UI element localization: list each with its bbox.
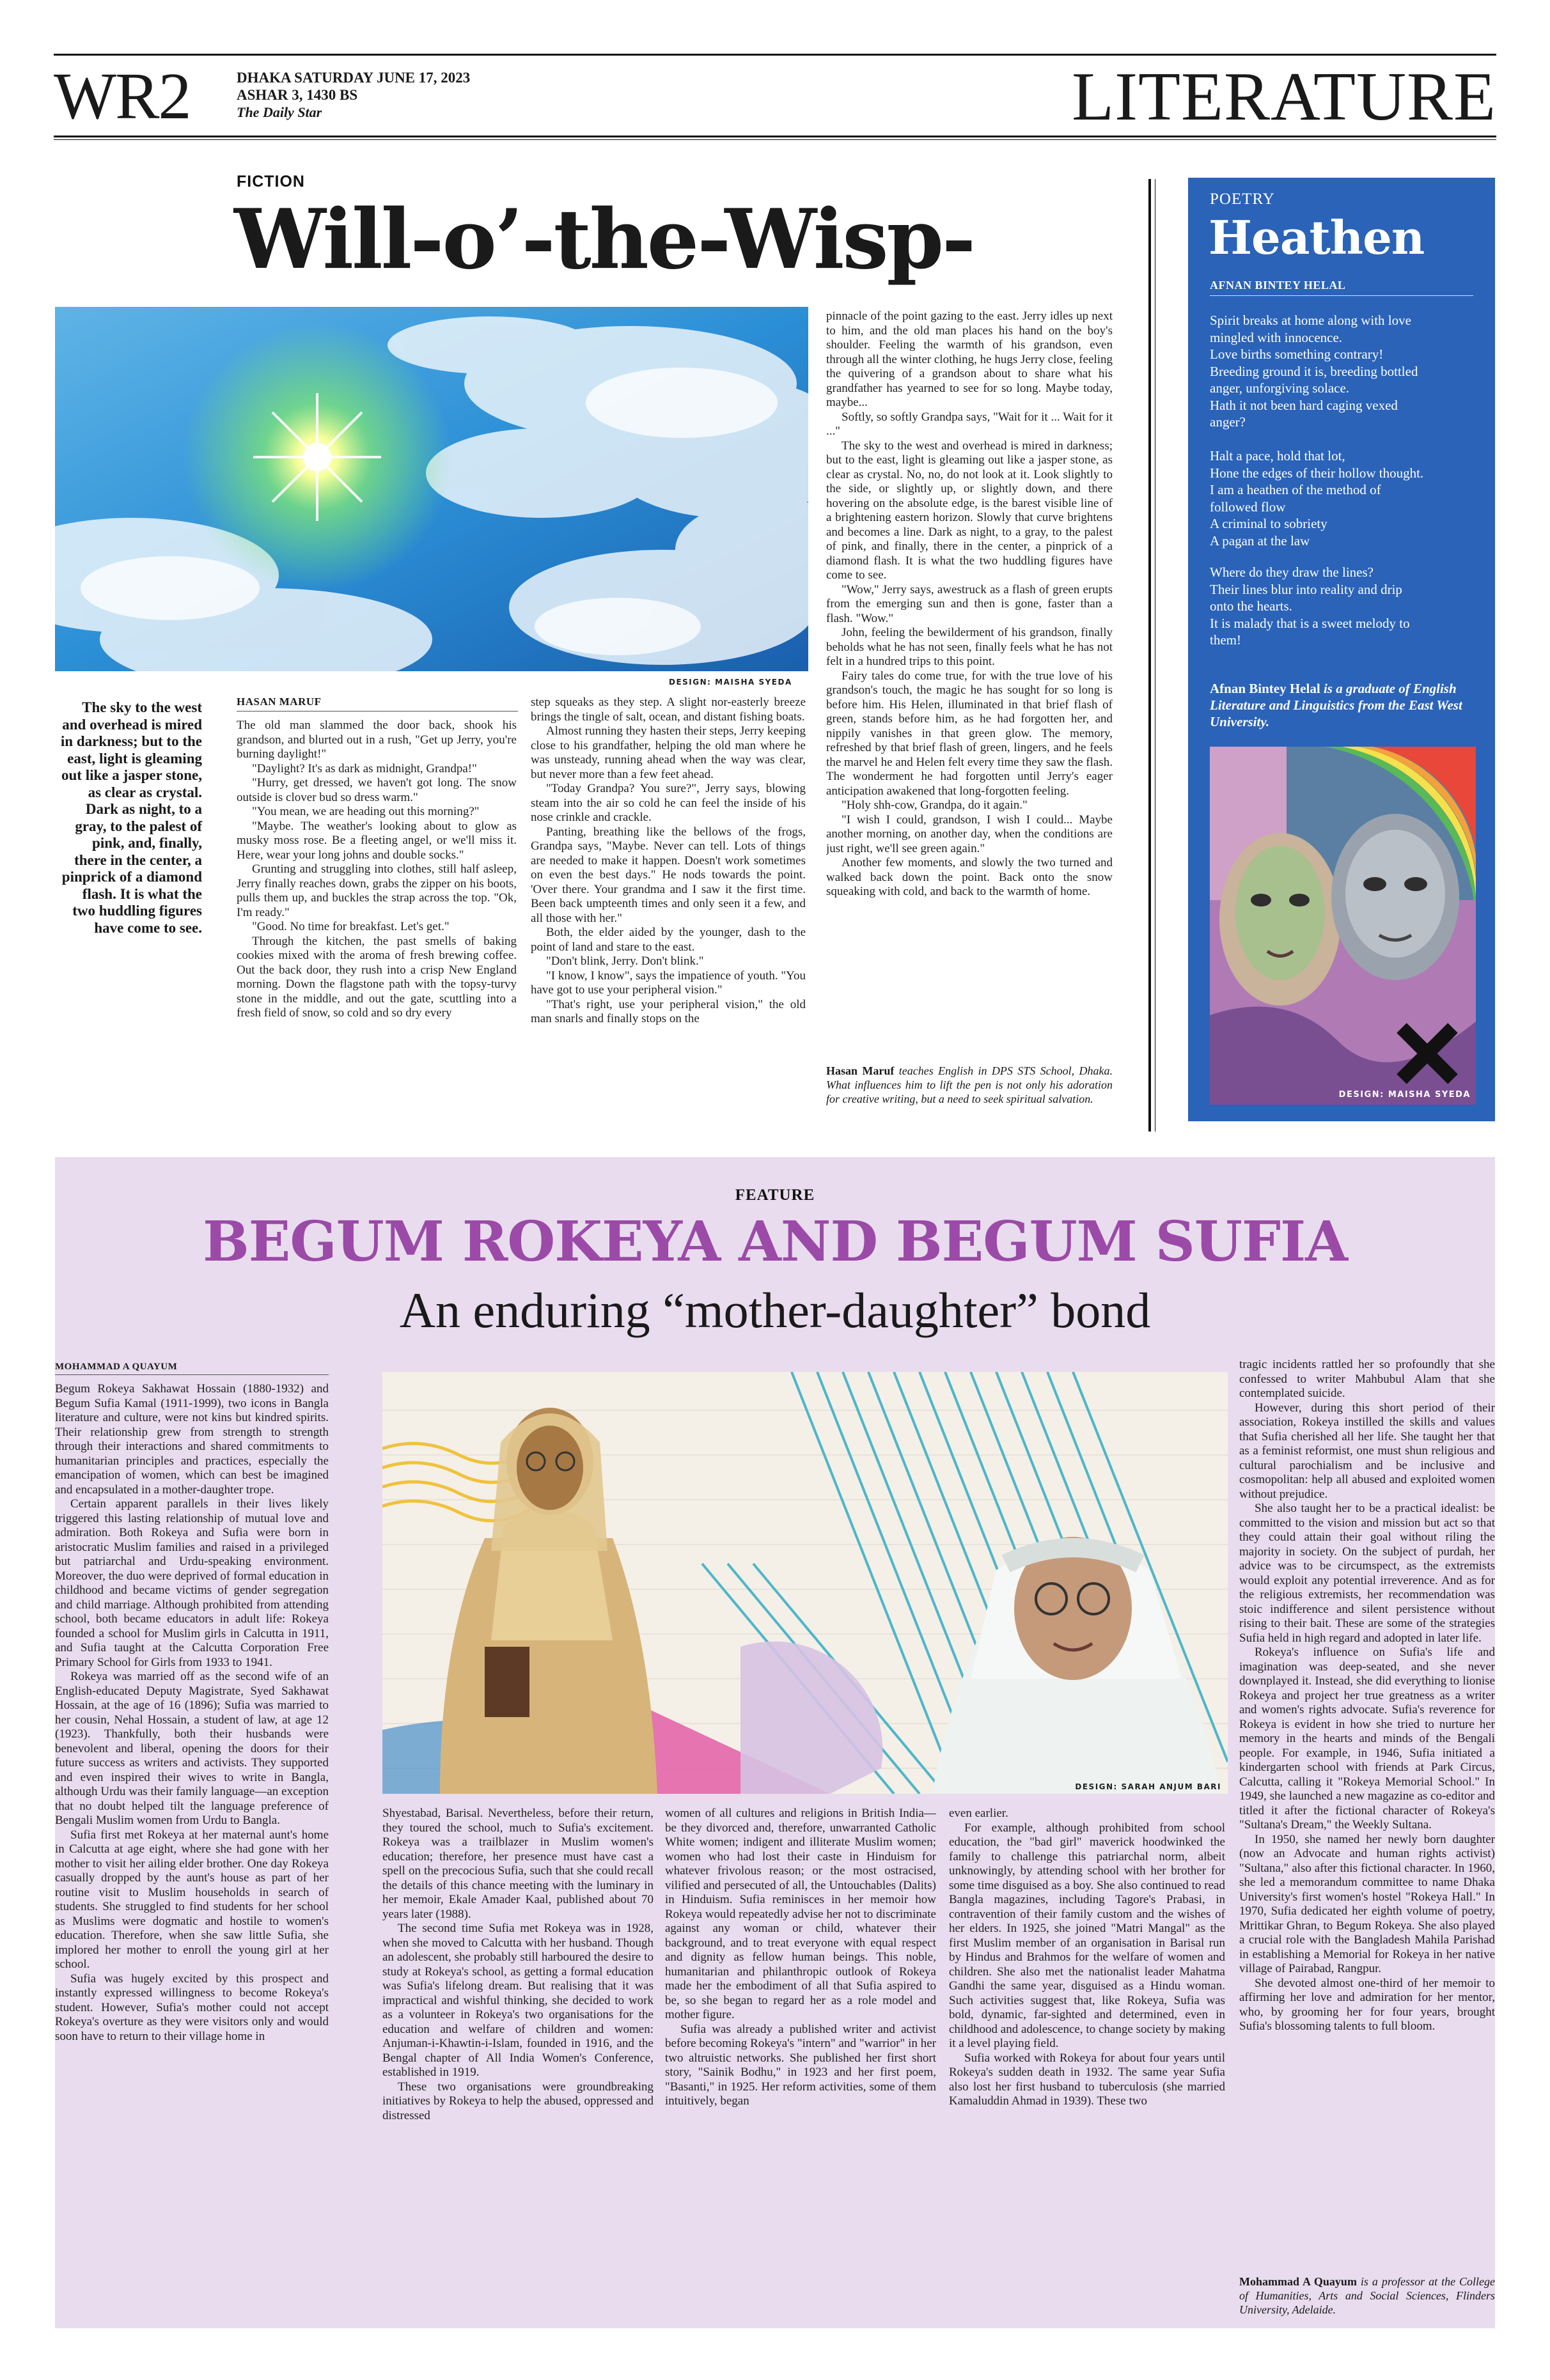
paper-name: The Daily Star xyxy=(237,104,322,120)
bangla-date: ASHAR 3, 1430 BS xyxy=(237,87,358,103)
paragraph: John, feeling the bewilderment of his grandson, finally beholds what he has not seen, finally feels what he has not felt in a hundred trips to this point. xyxy=(826,626,1113,668)
paragraph: "Daylight? It's as dark as midnight, Grandpa!" xyxy=(252,761,477,775)
feature-column-4 xyxy=(949,1807,1225,2321)
paragraph: "You mean, we are heading out this morning?" xyxy=(252,805,480,818)
fiction-column-1 xyxy=(237,719,517,1128)
paragraph: Sufia worked with Rokeya for about four years until Rokeya's sudden death in 1932. The same year Sufia also lost her first husband to tuberculosis (she married Kamaluddin Ahmad in 1939). These two xyxy=(949,2051,1225,2108)
fiction-column-2 xyxy=(531,696,806,1128)
paragraph: The second time Sufia met Rokeya was in 1928, when she moved to Calcutta with her husband. Though an adolescent, she probably still harboured the desire to study at Rokeya's school, as getting a formal education was Sufia's lifelong dream. But realising that it was impractical and wishful thinking, she decided to work as a volunteer in Rokeya's two organisations for the education and welfare of children and women: Anjuman-i-Khawtin-i-Islam, founded in 1916, and the Bengal chapter of All India Women's Conference, established in 1919. xyxy=(382,1922,654,2079)
paragraph: Fairy tales do come true, for with the true love of his grandson's touch, the magic he has sought for so long is before him. His Helen, illuminated in that brief flash of green, stands before him, as he had forgotten her, and nippily vanishes in that green glow. The memory, refreshed by that brief flash of green, lingers, and he feels the marvel he and Helen felt every time they saw the flash. The wonderment he had forgotten until Jerry's eager anticipation awakened that long-forgotten feeling. xyxy=(826,669,1113,798)
paragraph: Rokeya was married off as the second wife of an English-educated Deputy Magistrate, Syed Sakhawat Hossain, at the age of 16 (1896); Sufia was married to her cousin, Nehal Hossain, a student of law, at age 12 (1923). Thankfully, both their husbands were benevolent and liberal, opening the doors for their future success as writers and activists. They supported and even inspired their wives to write in Bangla, although Urdu was their family language—an exception that no doubt helped tilt the language preference of Bengali Muslim women from Urdu to Bangla. xyxy=(55,1670,329,1827)
paragraph: She devoted almost one-third of her memoir to affirming her love and admiration for her mentor, who, by grooming her for four years, brought Sufia's blossoming talents to full bloom. xyxy=(1239,1976,1495,2033)
section-title: LITERATURE xyxy=(1072,59,1496,135)
paragraph: Another few moments, and slowly the two turned and walked back down the point. Back onto the snow squeaking with cold, and back to the warmth of home. xyxy=(826,856,1113,898)
paragraph: Grunting and struggling into clothes, still half asleep, Jerry finally reaches down, grabs the zipper on his boots, pulls them up, and buckles the strap across the top. "Ok, I'm ready." xyxy=(237,862,517,919)
feature-author-bio xyxy=(1239,2275,1495,2317)
paragraph: Sufia first met Rokeya at her maternal aunt's home in Calcutta at age eight, where she had gone with her mother to visit her ailing elder brother. One day Rokeya casually dropped by the aunt's house as part of her routine visit to Muslim households in search of students. She struggled to find students for her school as Muslims were dogmatic and hostile to women's education. Therefore, when she saw little Sufia, she implored her mother to enroll the young girl at her school. xyxy=(55,1828,329,1971)
paragraph: Almost running they hasten their steps, Jerry keeping close to his grandfather, helping the old man where he was unsteady, running ahead when the way was clear, but never more than a few feet ahead. xyxy=(531,724,806,781)
paragraph: women of all cultures and religions in British India—be they divorced and, therefore, unwarranted Catholic White women; indigent and illiterate Muslim women; women who had lost their caste in Hinduism for whatever frivolous reason; or the most ostracised, vilified and persecuted of all, the Untouchables (Dalits) in Hinduism. Sufia reminisces in her memoir how Rokeya would repeatedly advise her not to discriminate against any woman or child, whatever their background, and to treat everyone with equal respect and dignity as fellow human beings. This noble, humanitarian and philanthropic outlook of Rokeya made her the embodiment of all that Sufia aspired to be, so she began to regard her as a role model and mother figure. xyxy=(665,1807,936,2021)
poetry-author: AFNAN BINTEY HELAL xyxy=(1210,279,1346,292)
paragraph: step squeaks as they step. A slight nor-easterly breeze brings the tingle of salt, ocean, and distant fishing boats. xyxy=(531,696,806,724)
poem-stanza-3: Where do they draw the lines? Their lines blur into reality and drip onto the hearts. It is malady that is a sweet melody to them! xyxy=(1210,564,1410,648)
paragraph: Sufia was already a published writer and activist before becoming Rokeya's "intern" and "warrior" in her two altruistic networks. She published her first short story, "Sainik Bodhu," in 1923 and her first poem, "Basanti," in 1925. Her reform activities, some of them intuitively, began xyxy=(665,2022,936,2108)
feature-column-2 xyxy=(382,1807,654,2321)
paragraph: "Good. No time for breakfast. Let's get." xyxy=(252,920,450,933)
fiction-kicker: FICTION xyxy=(237,173,305,191)
paragraph: "Wow," Jerry says, awestruck as a flash of green erupts from the emerging sun and then is gone, faster than a flash. "Wow." xyxy=(826,582,1113,625)
paragraph: "Today Grandpa? You sure?", Jerry says, blowing steam into the air so cold he can feel the inside of his nose crinkle and crackle. xyxy=(531,782,806,824)
fiction-author: HASAN MARUF xyxy=(237,696,322,708)
paragraph: tragic incidents rattled her so profoundly that she confessed to writer Mahbubul Alam that she contemplated suicide. xyxy=(1239,1358,1495,1400)
poetry-author-bio xyxy=(1210,680,1478,730)
pull-quote: The sky to the west and overhead is mired in darkness; but to the east, light is gleaming out like a jasper stone, as clear as crystal. Dark as night, to a gray, to the palest of pink, and, finally, there in the center, a pinprick of a diamond flash. It is what the two huddling figures have come to see. xyxy=(60,699,202,936)
paragraph: However, during this short period of their association, Rokeya instilled the skills and values that Sufia cherished all her life. She taught her that as a feminist reformist, one must shun religious and cultural parochialism and be inclusive and cosmopolitan: help all abused and exploited women without prejudice. xyxy=(1239,1401,1495,1501)
paragraph: In 1950, she named her newly born daughter (now an Advocate and human rights activist) "Sultana," also after this fictional character. In 1960, she led a memorandum committee to name Dhaka University's first women's hostel "Rokeya Hall." In 1970, Sufia dedicated her eighth volume of poetry, Mrittikar Ghran, to Begum Rokeya. She also played a crucial role with the Bangladesh Mahila Parishad in establishing a Memorial for Rokeya in her native village of Pairabad, Rangpur. xyxy=(1239,1832,1495,1975)
paragraph: The old man slammed the door back, shook his grandson, and blurted out in a rush, "Get up Jerry, you're burning daylight!" xyxy=(237,719,517,761)
feature-author: MOHAMMAD A QUAYUM xyxy=(55,1362,178,1372)
paragraph: even earlier. xyxy=(949,1807,1008,1820)
feature-kicker: FEATURE xyxy=(735,1186,815,1204)
feature-column-1 xyxy=(55,1382,329,2321)
feature-column-5 xyxy=(1239,1358,1495,2271)
paragraph: Certain apparent parallels in their lives likely triggered this lasting relationship of mutual love and admiration. Both Rokeya and Sufia were born in aristocratic Muslim families and raised in a privileged but patriarchal and Urdu-speaking environment. Moreover, the duo were deprived of formal education in childhood and became victims of gender segregation and child marriage. Although prohibited from attending school, both became educators in adult life: Rokeya founded a school for Muslim girls in Calcutta in 1911, and Sufia taught at the Calcutta Corporation Free Primary School for Girls from 1933 to 1941. xyxy=(55,1497,329,1669)
paragraph: Softly, so softly Grandpa says, "Wait for it ... Wait for it ..." xyxy=(826,410,1113,438)
paragraph: Begum Rokeya Sakhawat Hossain (1880-1932) and Begum Sufia Kamal (1911-1999), two icons in Bangla literature and culture, were not kins but kindred spirits. Their relationship grew from strength to strength through their interactions and shared commitments to humanitarian principles and practices, especially the emancipation of women, which can best be imagined and encapsulated in a mother-daughter trope. xyxy=(55,1382,329,1497)
poetry-artwork xyxy=(1210,747,1476,1105)
paragraph: pinnacle of the point gazing to the east. Jerry idles up next to him, and the old man places his hand on the boy's shoulder. Feeling the warmth of his grandson, even through all the winter clothing, he hugs Jerry close, feeling the quivering of a grandson about to share what his grandfather has yearned to see for so long. Maybe today, maybe... xyxy=(826,309,1113,409)
dateline xyxy=(237,69,470,121)
feature-panel xyxy=(55,1157,1495,2328)
poetry-panel xyxy=(1188,178,1495,1121)
paragraph: "Hurry, get dressed, we haven't got long. The snow outside is clover bud so dress warm." xyxy=(237,776,517,804)
paragraph: "Maybe. The weather's looking about to glow as musky moss rose. Be a fleeting angel, or we'll miss it. Here, wear your long johns and double socks." xyxy=(237,819,517,862)
paragraph: "Holy shh-cow, Grandpa, do it again." xyxy=(842,798,1028,812)
feature-title: BEGUM ROKEYA AND BEGUM SUFIA xyxy=(203,1209,1347,1274)
bio-text: is a professor at the College of Humanities, Arts and Social Sciences, Flinders University, Adelaide. xyxy=(1239,2275,1496,2316)
sky-illustration xyxy=(55,307,808,671)
poem-stanza-2: Halt a pace, hold that lot, Hone the edges of their hollow thought. I am a heathen of the method of followed flow A criminal to sobriety A pagan at the law xyxy=(1210,448,1424,548)
paragraph: Panting, breathing like the bellows of the frogs, Grandpa says, "Maybe. Never can tell. Lots of things are needed to make it happen. Doesn't work sometimes on even the best days." He nods towards the point. 'Over there. Your grandma and I saw it the first time. Been back umpteenth times and only seen it a few, and all those with her." xyxy=(531,825,806,925)
paragraph: Rokeya's influence on Sufia's life and imagination was deep-seated, and she never downplayed it. Instead, she did everything to lionise Rokeya and project her true greatness as a writer and women's rights advocate. Sufia's reverence for Rokeya is evident in how she tried to nurture her memory in the hearts and minds of the Bengali people. For example, in 1946, Sufia initiated a kindergarten school with friends at Park Circus, Calcutta, calling it "Rokeya Memorial School." In 1949, she launched a new magazine as co-editor and titled it after the fictional character of Rokeya's "Sultana's Dream," the Weekly Sultana. xyxy=(1239,1645,1495,1832)
feature-subtitle: An enduring “mother-daughter” bond xyxy=(399,1282,1151,1338)
bio-name: Mohammad A Quayum xyxy=(1239,2275,1357,2288)
fiction-image-credit: DESIGN: MAISHA SYEDA xyxy=(669,678,792,687)
paragraph: "I wish I could, grandson, I wish I could... Maybe another morning, on another day, when the conditions are just right, we'll see green again." xyxy=(826,813,1113,855)
paragraph: "That's right, use your peripheral vision," the old man snarls and finally stops on the xyxy=(531,997,806,1025)
feature-column-3 xyxy=(665,1807,936,2321)
fiction-column-3 xyxy=(826,309,1113,1052)
paragraph: Through the kitchen, the past smells of baking cookies mixed with the aroma of fresh brewing coffee. Out the back door, they rush into a crisp New England morning. Down the flagstone path with the topsy-turvy stone in the middle, and out the gate, scuttling into a fresh field of snow, so cold and so dry every xyxy=(237,934,517,1020)
paragraph: Both, the elder aided by the younger, dash to the point of land and stare to the east. xyxy=(531,926,806,954)
paragraph: "I know, I know", says the impatience of youth. "You have got to use your peripheral vision." xyxy=(531,968,806,997)
poetry-kicker: POETRY xyxy=(1210,191,1275,208)
paragraph: She also taught her to be a practical idealist: be committed to the vision and mission but act so that they could attain their goal without riling the majority in society. On the subject of purdah, her advice was to be circumspect, as the extremists would exploit any potential irreverence. And as for the religious extremists, her recommendation was stoic indifference and silent persistence without rising to their bait. These are some of the strategies Sufia held in high regard and adopted in later life. xyxy=(1239,1502,1495,1645)
portraits-illustration xyxy=(382,1372,1228,1794)
fiction-author-bio xyxy=(826,1064,1113,1106)
paragraph: "Don't blink, Jerry. Don't blink." xyxy=(546,954,704,968)
bio-text: teaches English in DPS STS School, Dhaka. What influences him to lift the pen is not only his adoration for creative writing, but a need to seek spiritual salvation. xyxy=(826,1064,1113,1105)
date-line: DHAKA SATURDAY JUNE 17, 2023 xyxy=(237,70,471,86)
fiction-title: Will-o’-the-Wisp- xyxy=(234,192,975,288)
bio-text: is a graduate of English Literature and Linguistics from the East West University. xyxy=(1210,681,1462,729)
poetry-title: Heathen xyxy=(1209,210,1425,265)
paragraph: These two organisations were groundbreaking initiatives by Rokeya to help the abused, oppressed and distressed xyxy=(382,2080,654,2122)
poem-stanza-1: Spirit breaks at home along with love mingled with innocence. Love births something contrary! Breeding ground it is, breeding bottled anger, unforgiving solace. Hath it not been hard caging vexed anger? xyxy=(1210,313,1418,430)
paragraph: Shyestabad, Barisal. Nevertheless, before their return, they toured the school, much to Sufia's excitement. Rokeya was a trailblazer in Muslim women's education; therefore, her presence must have cast a spell on the precocious Sufia, such that she could recall the details of this chance meeting with the luminary in her memoir, Ekale Amader Kaal, published about 70 years later (1988). xyxy=(382,1807,654,1921)
poetry-image-credit: DESIGN: MAISHA SYEDA xyxy=(1338,1090,1471,1100)
bio-name: Afnan Bintey Helal xyxy=(1210,681,1320,696)
bio-name: Hasan Maruf xyxy=(826,1064,895,1077)
paragraph: The sky to the west and overhead is mired in darkness; but to the east, light is gleaming out like a jasper stone, as clear as crystal. No, no, do not look at it. Look slightly to the side, or slightly up, or slightly down, and there hovering on the absolute edge, is the barest visible line of a brightening eastern horizon. Slowly that curve brightens and becomes a line. Dark as night, to a gray, to the palest of pink, and finally, there in the center, a pinprick of a diamond flash. It is what the two huddling figures have come to see. xyxy=(826,439,1113,582)
page-code: WR2 xyxy=(54,59,191,133)
paragraph: Sufia was hugely excited by this prospect and instantly expressed willingness to become Rokeya's student. However, Sufia's mother could not accept Rokeya's overture as they were visitors only and would soon have to return to their village home in xyxy=(55,1972,329,2043)
feature-image-credit: DESIGN: SARAH ANJUM BARI xyxy=(1075,1782,1221,1791)
paragraph: For example, although prohibited from school education, the "bad girl" maverick hoodwinked the family to challenge this patriarchal norm, albeit unknowingly, by attending school with her brother for some time disguised as a boy. She also continued to read Bangla magazines, including Tagore's Prabasi, in contravention of their family custom and the wishes of her elders. In 1925, she joined "Matri Mangal" as the first Muslim member of an organisation in Barisal run by Hindus and Brahmos for the welfare of women and children. She also met the nationalist leader Mahatma Gandhi the same year, disguised as a Hindu woman. Such activities suggest that, like Rokeya, Sufia was bold, dynamic, far-sighted and determined, even in childhood and adolescence, to change society by making it a level playing field. xyxy=(949,1821,1225,2050)
